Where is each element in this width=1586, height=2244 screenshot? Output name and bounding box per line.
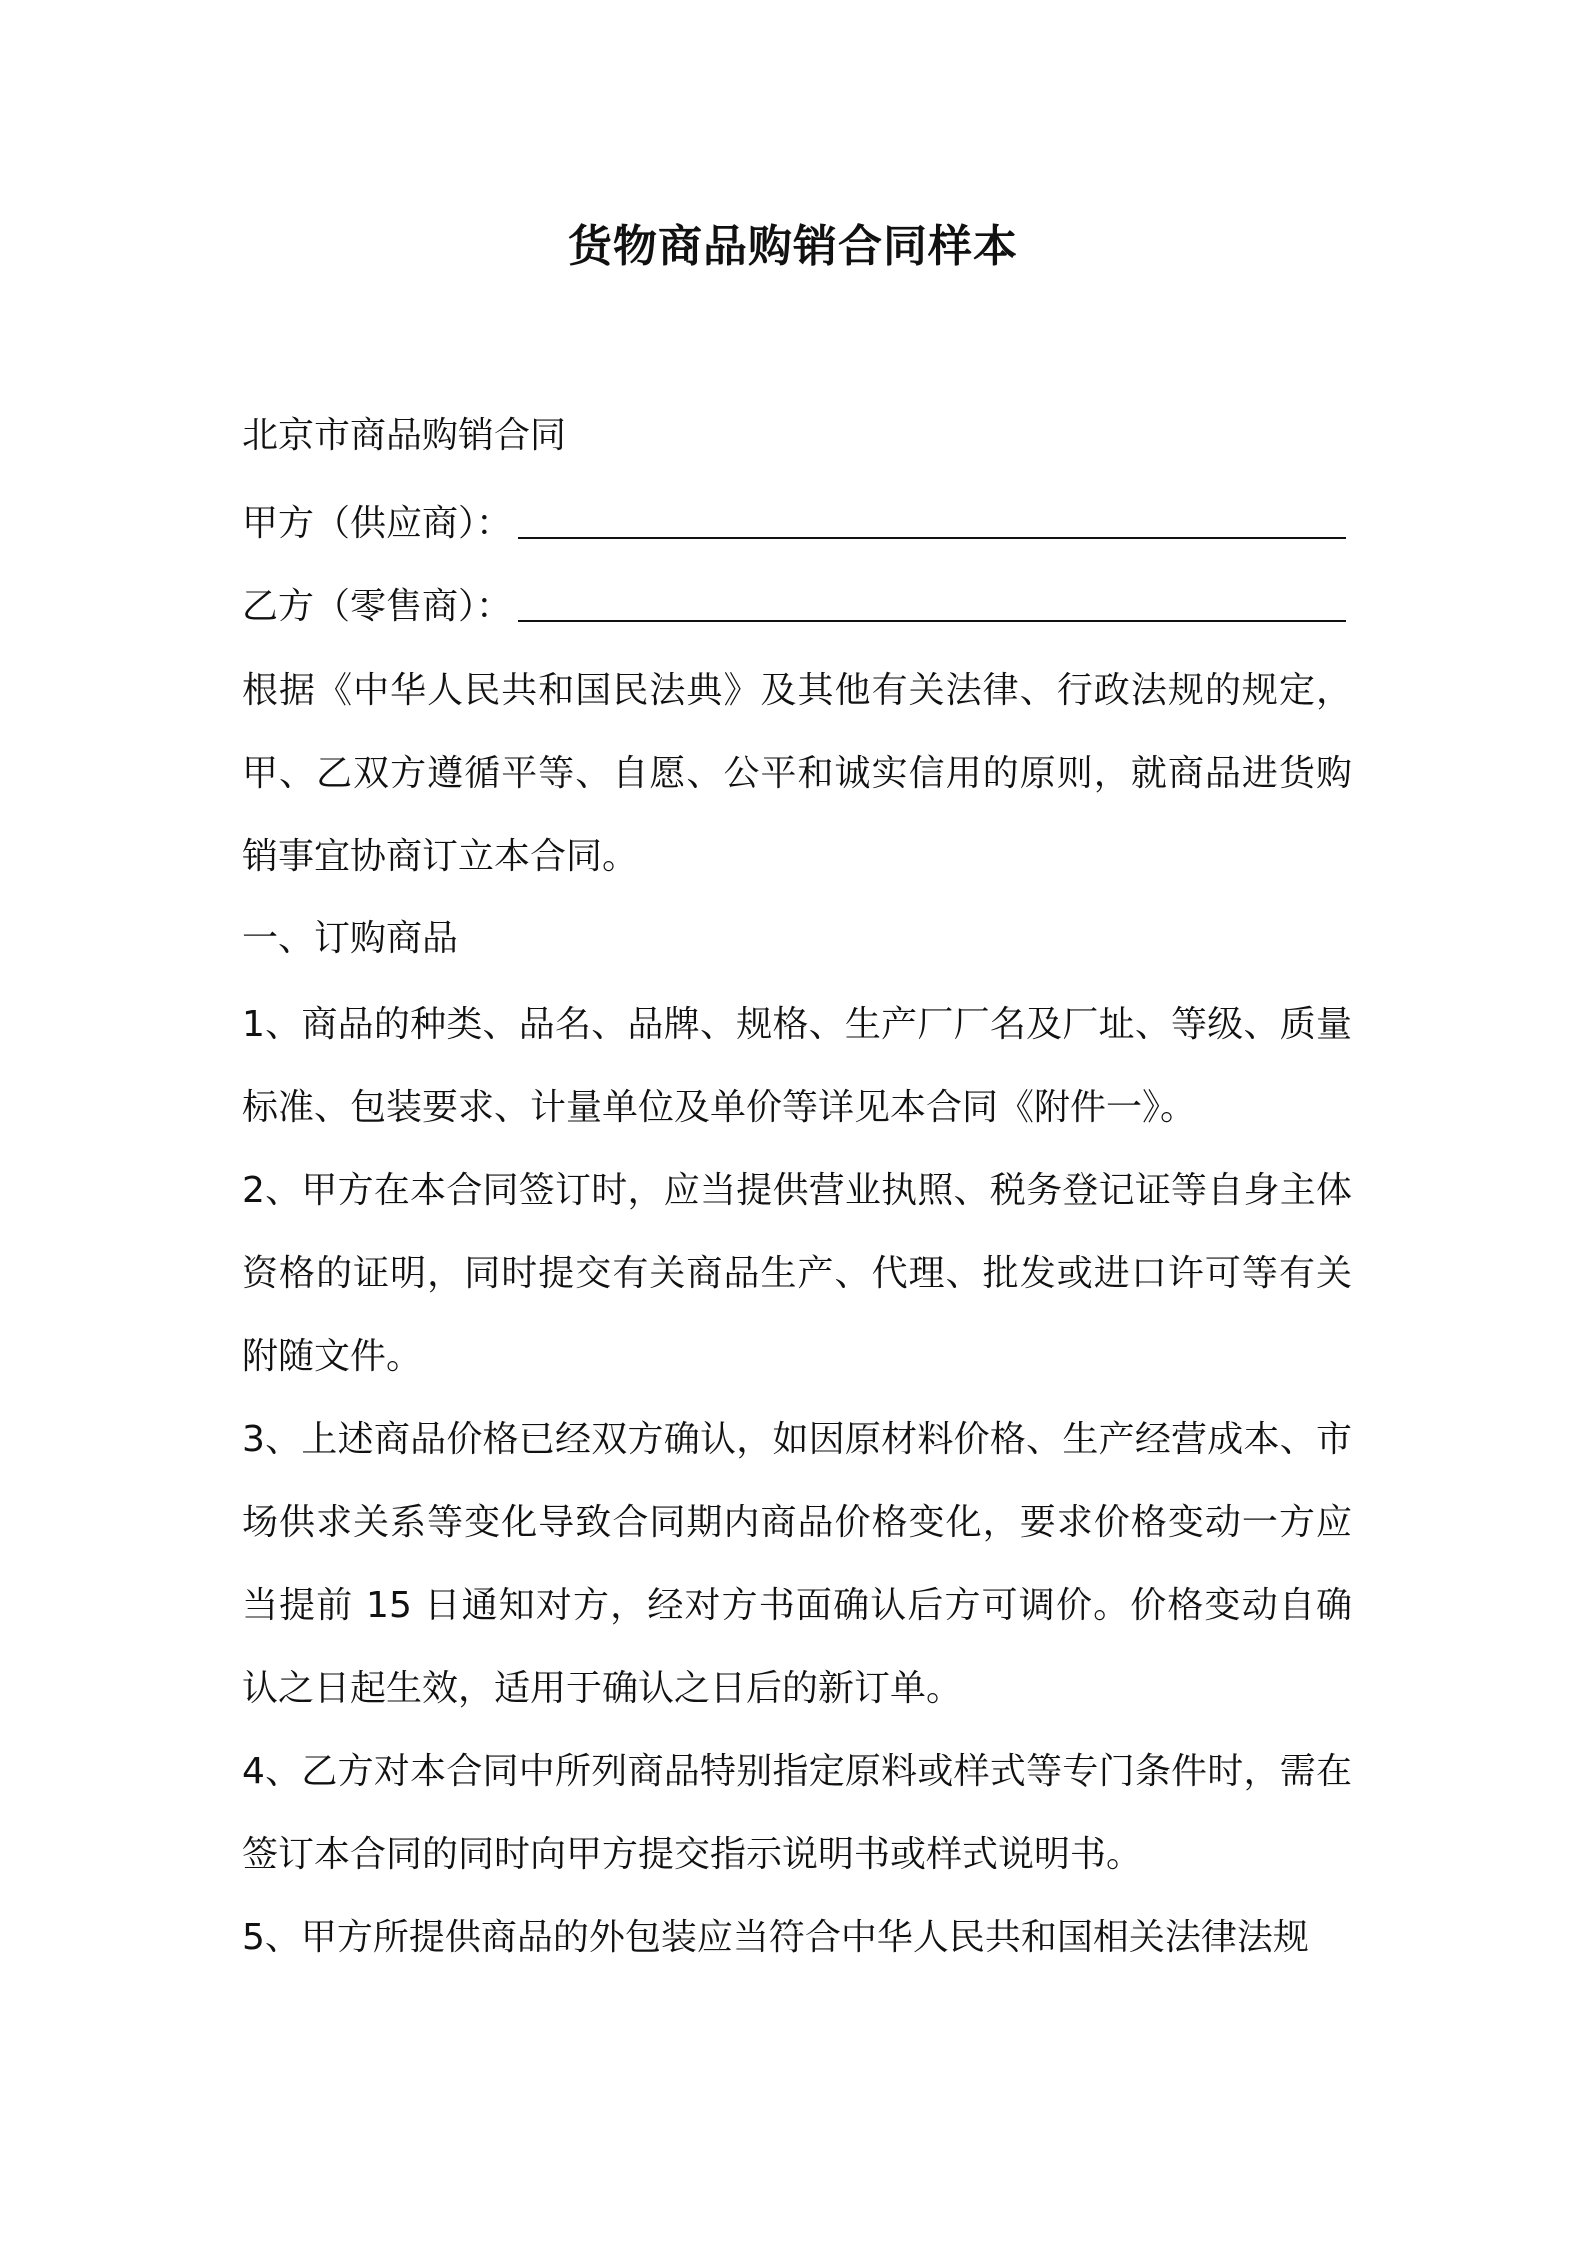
party-a-row [242, 500, 1346, 548]
party-a-fill-line [518, 537, 1346, 539]
document-title: 货物商品购销合同样本 [568, 221, 1018, 272]
party-b-row [242, 583, 1346, 631]
clause-1: 1、商品的种类、品名、品牌、规格、生产厂厂名及厂址、等级、质量标准、包装要求、计量单位及单价等详见本合同《附件一》。 [242, 1004, 1352, 1128]
contract-subtitle: 北京市商品购销合同 [242, 415, 567, 456]
clause-3: 3、上述商品价格已经双方确认，如因原材料价格、生产经营成本、市场供求关系等变化导致合同期内商品价格变化，要求价格变动一方应当提前 15 日通知对方，经对方书面确认后方可调价。价格变动自确认之日起生效，适用于确认之日后的新订单。 [242, 1419, 1352, 1709]
party-a-label: 甲方（供应商）： [242, 503, 513, 544]
clause-5: 5、甲方所提供商品的外包装应当符合中华人民共和国相关法律法规 [242, 1917, 1309, 1958]
party-b-label: 乙方（零售商）： [242, 586, 513, 627]
party-b-fill-line [518, 620, 1346, 622]
clause-2: 2、甲方在本合同签订时，应当提供营业执照、税务登记证等自身主体资格的证明，同时提交有关商品生产、代理、批发或进口许可等有关附随文件。 [242, 1170, 1352, 1377]
section-heading: 一、订购商品 [242, 918, 459, 959]
clause-4: 4、乙方对本合同中所列商品特别指定原料或样式等专门条件时，需在签订本合同的同时向甲方提交指示说明书或样式说明书。 [242, 1751, 1352, 1875]
preamble-paragraph: 根据《中华人民共和国民法典》及其他有关法律、行政法规的规定，甲、乙双方遵循平等、自愿、公平和诚实信用的原则，就商品进货购销事宜协商订立本合同。 [242, 670, 1352, 877]
